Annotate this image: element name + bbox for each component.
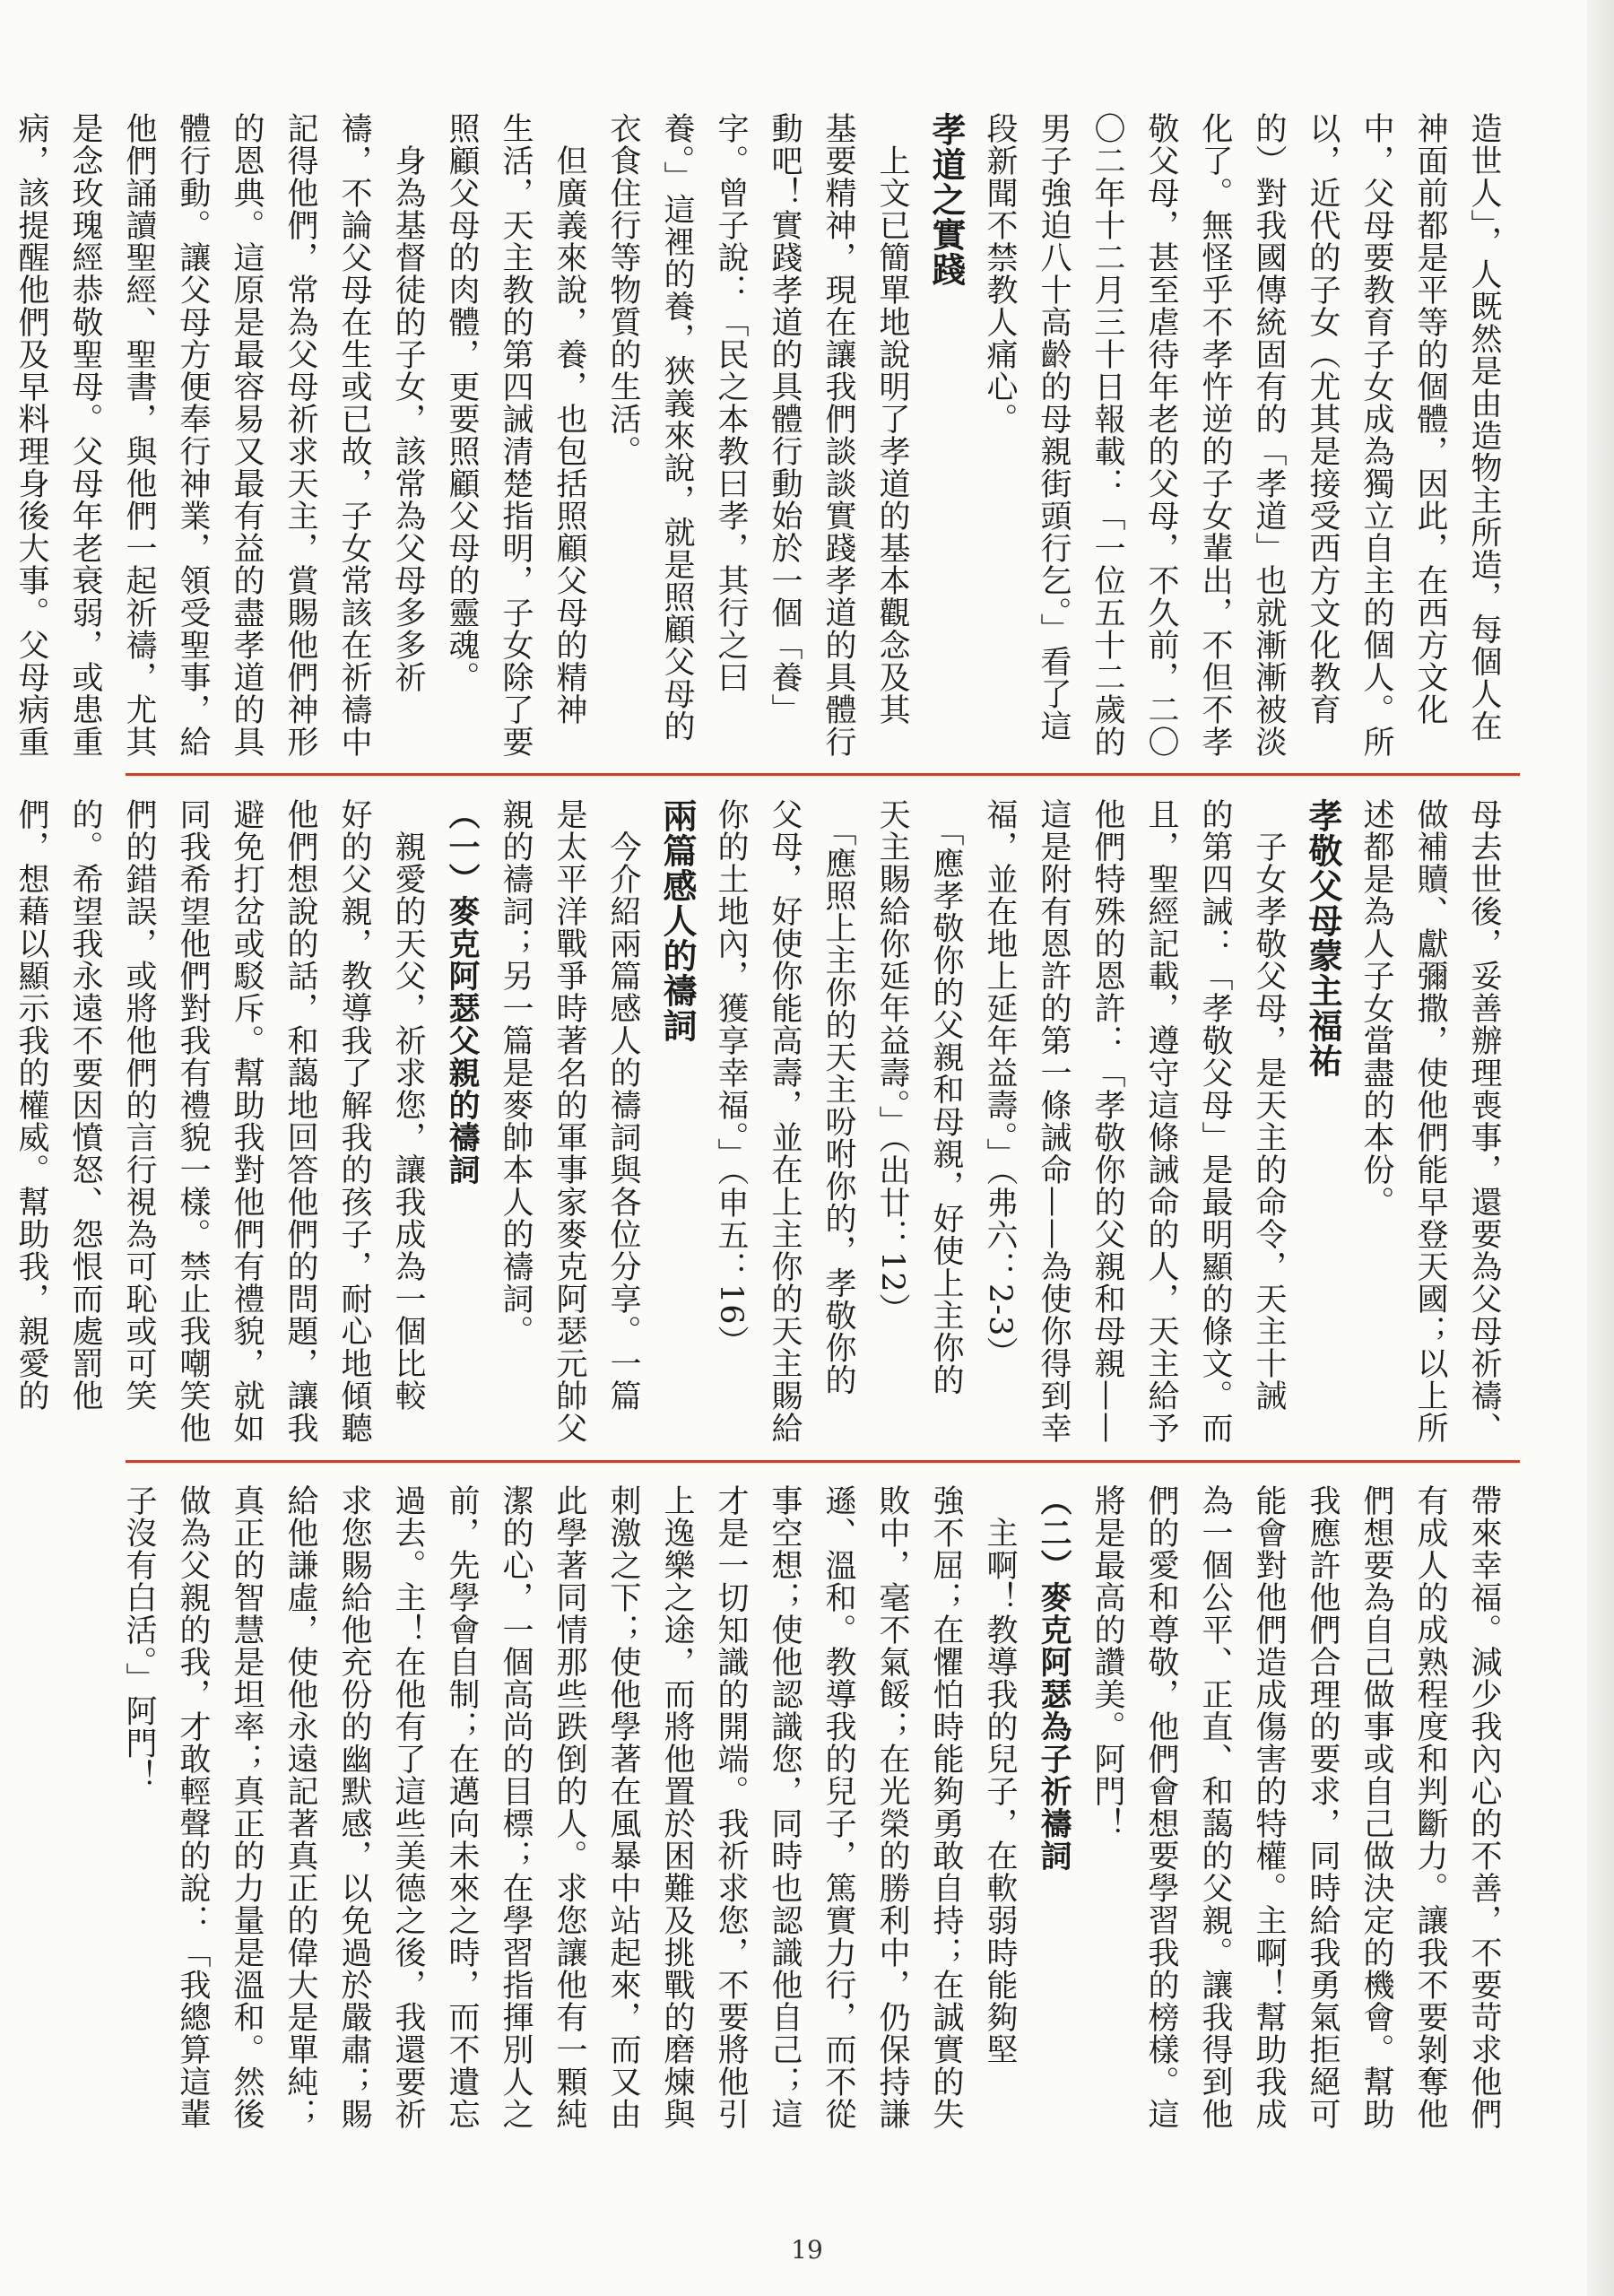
text-column: 子女孝敬父母，是天主的命令，天主十誡 [1251, 798, 1287, 1412]
text-column: 敬父母，甚至虐待年老的父母，不久前，二〇 [1143, 112, 1179, 758]
text-column: 是念玫瑰經恭敬聖母。父母年老衰弱，或患重 [67, 112, 103, 758]
text-column: 的）對我國傳統固有的「孝道」也就漸漸被淡 [1251, 112, 1287, 758]
bottom-section [121, 1484, 1511, 2130]
text-column: 是太平洋戰爭時著名的軍事家麥克阿瑟元帥父 [551, 798, 587, 1444]
text-column: 將是最高的讚美。阿門！ [1089, 1484, 1125, 1839]
text-column: 化了。無怪乎不孝忤逆的子女輩出，不但不孝 [1197, 112, 1233, 758]
text-column: 做補贖、獻彌撒，使他們能早登天國；以上所 [1412, 798, 1448, 1444]
text-column: 能會對他們造成傷害的特權。主啊！幫助我成 [1251, 1484, 1287, 2130]
text-column: 記得他們，常為父母祈求天主，賞賜他們神形 [282, 112, 318, 758]
text-column: 身為基督徒的子女，該常為父母多多祈 [390, 112, 426, 693]
text-column: 上逸樂之途，而將他置於困難及挑戰的磨煉與 [659, 1484, 695, 2130]
text-column: 為一個公平、正直、和藹的父親。讓我得到他 [1197, 1484, 1233, 2130]
text-column: 避免打岔或駁斥。幫助我對他們有禮貌，就如 [229, 798, 265, 1444]
text-column: 真正的智慧是坦率；真正的力量是溫和。然後 [229, 1484, 265, 2130]
text-column: 們的愛和尊敬，他們會想要學習我的榜樣。這 [1143, 1484, 1179, 2130]
text-column: 們的錯誤，或將他們的言行視為可恥或可笑 [121, 798, 157, 1412]
text-column: 給他謙虛，使他永遠記著真正的偉大是單純； [282, 1484, 318, 2130]
text-column: 親愛的天父，祈求您，讓我成為一個比較 [390, 798, 426, 1412]
text-column: 中，父母要教育子女成為獨立自主的個人。所 [1358, 112, 1394, 758]
text-column: 基要精神，現在讓我們談談實踐孝道的具體行 [820, 112, 856, 758]
text-column: 做為父親的我，才敢輕聲的說：「我總算這輩 [175, 1484, 211, 2130]
text-column: 他們特殊的恩許：「孝敬你的父親和母親—— [1089, 798, 1125, 1444]
section-divider [126, 1460, 1520, 1463]
text-column: 親的禱詞；另一篇是麥帥本人的禱詞。 [498, 798, 534, 1347]
section-divider [126, 773, 1520, 776]
prayer-subheading: （二）麥克阿瑟為子祈禱詞 [1036, 1484, 1072, 1872]
text-column: 我應許他們合理的要求，同時給我勇氣拒絕可 [1305, 1484, 1341, 2130]
text-column: 求您賜給他充份的幽默感，以免過於嚴肅；賜 [336, 1484, 372, 2130]
text-column: 福，並在地上延年益壽。」（弗六：2-3） [982, 798, 1018, 1370]
text-column: 有成人的成熟程度和判斷力。讓我不要剝奪他 [1412, 1484, 1448, 2130]
text-column: 述都是為人子女當盡的本份。 [1358, 798, 1394, 1218]
text-column: 過去。主！在他有了這些美德之後，我還要祈 [390, 1484, 426, 2130]
text-column: 們，想藉以顯示我的權威。幫助我，親愛的 [13, 798, 49, 1412]
text-column: 但廣義來說，養，也包括照顧父母的精神 [551, 112, 587, 726]
text-column: 且，聖經記載，遵守這條誡命的人，天主給予 [1143, 798, 1179, 1444]
text-column: 〇二年十二月三十日報載：「一位五十二歲的 [1089, 112, 1125, 758]
middle-section [13, 798, 1511, 1444]
text-column: 他們誦讀聖經、聖書，與他們一起祈禱，尤其 [121, 112, 157, 758]
text-column: 禱，不論父母在生或已故，子女常該在祈禱中 [336, 112, 372, 758]
text-column: 的。希望我永遠不要因憤怒、怨恨而處罰他 [67, 798, 103, 1412]
text-column: 造世人」，人既然是由造物主所造，每個人在 [1466, 112, 1502, 743]
text-column: 事空想；使他認識您，同時也認識他自己；這 [767, 1484, 803, 2130]
text-column: 的第四誡：「孝敬父母」是最明顯的條文。而 [1197, 798, 1233, 1444]
text-column: 神面前都是平等的個體，因此，在西方文化 [1412, 112, 1448, 726]
text-column: 養。」這裡的養，狹義來說，就是照顧父母的 [659, 112, 695, 743]
page-number: 19 [791, 2235, 823, 2265]
text-column: 帶來幸福。減少我內心的不善，不要苛求他們 [1466, 1484, 1502, 2130]
top-section [13, 112, 1511, 758]
page-edge-shadow [1587, 0, 1614, 2296]
text-column: 母去世後，妥善辦理喪事，還要為父母祈禱、 [1466, 798, 1502, 1444]
text-column: 「應孝敬你的父親和母親，好使上主你的 [928, 798, 964, 1396]
text-column: 上文已簡單地說明了孝道的基本觀念及其 [874, 112, 910, 726]
text-column: 好的父親，教導我了解我的孩子，耐心地傾聽 [336, 798, 372, 1444]
text-column: 天主賜給你延年益壽。」（出廿：12） [874, 798, 910, 1326]
section-heading: 兩篇感人的禱詞 [657, 798, 698, 1043]
text-column: 生活，天主教的第四誡清楚指明，子女除了要 [498, 112, 534, 758]
text-column: 們想要為自己做事或自己做決定的機會。幫助 [1358, 1484, 1394, 2130]
text-column: 體行動。讓父母方便奉行神業，領受聖事，給 [175, 112, 211, 758]
text-column: 「應照上主你的天主吩咐你的，孝敬你的 [820, 798, 856, 1396]
text-column: 你的土地內，獲享幸福。」（申五：16） [713, 798, 749, 1358]
text-column: 潔的心，一個高尚的目標；在學習指揮別人之 [498, 1484, 534, 2130]
text-column: 以，近代的子女（尤其是接受西方文化教育 [1305, 112, 1341, 726]
prayer-subheading: （一）麥克阿瑟父親的禱詞 [444, 798, 481, 1186]
section-heading: 孝敬父母蒙主福祐 [1303, 798, 1343, 1078]
text-column: 同我希望他們對我有禮貌一樣。禁止我嘲笑他 [175, 798, 211, 1444]
text-column: 強不屈；在懼怕時能夠勇敢自持；在誠實的失 [928, 1484, 964, 2130]
text-column: 字。曾子說：「民之本教曰孝，其行之曰 [713, 112, 749, 693]
text-column: 此學著同情那些跌倒的人。求您讓他有一顆純 [551, 1484, 587, 2130]
text-column: 男子強迫八十高齡的母親街頭行乞。」看了這 [1036, 112, 1072, 743]
text-column: 子沒有白活。」阿門！ [121, 1484, 157, 1792]
text-column: 的恩典。這原是最容易又最有益的盡孝道的具 [229, 112, 265, 758]
text-column: 這是附有恩許的第一條誡命——為使你得到幸 [1036, 798, 1072, 1444]
text-column: 衣食住行等物質的生活。 [605, 112, 641, 467]
text-column: 父母，好使你能高壽，並在上主你的天主賜給 [767, 798, 803, 1444]
text-column: 他們想說的話，和藹地回答他們的問題，讓我 [282, 798, 318, 1444]
text-column: 主啊！教導我的兒子，在軟弱時能夠堅 [982, 1484, 1018, 2066]
text-column: 敗中，毫不氣餒；在光榮的勝利中，仍保持謙 [874, 1484, 910, 2130]
text-column: 才是一切知識的開端。我祈求您，不要將他引 [713, 1484, 749, 2130]
text-column: 今介紹兩篇感人的禱詞與各位分享。一篇 [605, 798, 641, 1412]
section-heading: 孝道之實踐 [926, 112, 967, 287]
text-column: 遜、溫和。教導我的兒子，篤實力行，而不從 [820, 1484, 856, 2130]
text-column: 刺激之下；使他學著在風暴中站起來，而又由 [605, 1484, 641, 2130]
text-column: 病，該提醒他們及早料理身後大事。父母病重 [13, 112, 49, 758]
text-column: 段新聞不禁教人痛心。 [982, 112, 1018, 435]
text-column: 動吧！實踐孝道的具體行動始於一個「養」 [767, 112, 803, 726]
text-column: 前，先學會自制；在邁向未來之時，而不遺忘 [444, 1484, 480, 2130]
text-column: 照顧父母的肉體，更要照顧父母的靈魂。 [444, 112, 480, 693]
